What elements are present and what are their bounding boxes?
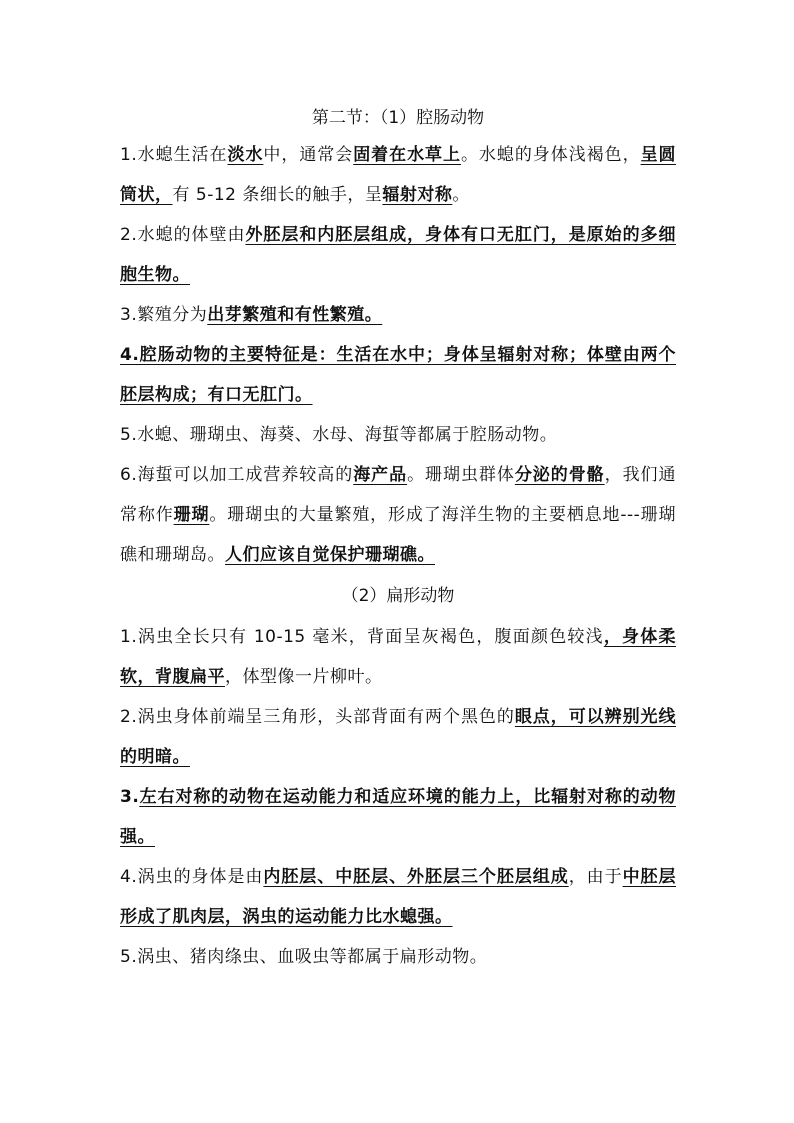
paragraph-bilateral-symmetry	[120, 777, 676, 857]
key-term: 人们应该自觉保护珊瑚礁。	[225, 545, 435, 565]
text: 3.	[120, 787, 140, 807]
paragraph-flatworm-members	[120, 937, 676, 977]
text: 1.涡虫全长只有 10-15 毫米，背面呈灰褐色，腹面颜色较浅	[120, 627, 604, 647]
text: 中，通常会	[263, 145, 354, 165]
paragraph-hydra-habitat	[120, 135, 676, 215]
key-term: 中胚层形成了肌肉层，涡虫的运动能力比水螅强。	[120, 867, 677, 927]
text: 4.涡虫的身体是由	[120, 867, 264, 887]
text: 2.涡虫身体前端呈三角形，头部背面有两个黑色的	[120, 707, 515, 727]
paragraph-cnidaria-features	[120, 335, 676, 415]
text: 6.海蜇可以加工成营养较高的	[120, 465, 354, 485]
key-term: 内胚层、中胚层、外胚层三个胚层组成	[263, 867, 569, 887]
key-term: 固着在水草上	[353, 145, 461, 165]
text: 5.涡虫、猪肉绦虫、血吸虫等都属于扁形动物。	[120, 947, 488, 967]
paragraph-planarian-germ-layers	[120, 857, 676, 937]
key-term: 左右对称的动物在运动能力和适应环境的能力上，比辐射对称的动物强。	[120, 787, 676, 847]
paragraph-planarian-eyespots	[120, 697, 676, 777]
paragraph-cnidaria-members	[120, 415, 676, 455]
key-term: 淡水	[227, 145, 264, 165]
key-term: 珊瑚	[173, 505, 210, 525]
text: 有 5-12 条细长的触手，呈	[172, 185, 383, 205]
text: ，体型像一片柳叶。	[225, 667, 383, 687]
text: 2.水螅的体壁由	[120, 225, 246, 245]
text: 。水螅的身体浅褐色，	[460, 145, 641, 165]
text: 3.繁殖分为	[120, 305, 208, 325]
key-term: 外胚层和内胚层组成，身体有口无肛门，是原始的多细胞生物。	[120, 225, 676, 285]
paragraph-hydra-body-wall	[120, 215, 676, 295]
text: ，由于	[568, 867, 623, 887]
key-term: 辐射对称	[382, 185, 453, 205]
document-body	[120, 101, 676, 977]
text: 。	[452, 185, 470, 205]
paragraph-coral	[120, 455, 676, 575]
key-term: 呈圆筒状，	[120, 145, 677, 205]
paragraph-planarian-body	[120, 617, 676, 697]
section-title-flatworms: （2）扁形动物	[341, 586, 455, 606]
key-term: 4.腔肠动物的主要特征是：生活在水中；身体呈辐射对称；体壁由两个胚层构成；有口无肛门。	[120, 345, 676, 405]
key-term: 眼点，可以辨别光线的明暗。	[120, 707, 677, 767]
text: 。珊瑚虫群体	[407, 465, 515, 485]
key-term: 分泌的骨骼	[514, 465, 605, 485]
text: 5.水螅、珊瑚虫、海葵、水母、海蜇等都属于腔肠动物。	[120, 425, 558, 445]
paragraph-hydra-reproduction	[120, 295, 676, 335]
key-term: ，身体柔软，背腹扁平	[120, 627, 676, 687]
section-title-cnidaria: 第二节：（1）腔肠动物	[311, 108, 485, 128]
text: 1.水螅生活在	[120, 145, 228, 165]
text: ，我们通常称作	[120, 465, 677, 525]
key-term: 出芽繁殖和有性繁殖。	[207, 305, 383, 325]
text: 。珊瑚虫的大量繁殖，形成了海洋生物的主要栖息地---珊瑚礁和珊瑚岛。	[120, 505, 677, 565]
key-term: 海产品	[353, 465, 408, 485]
